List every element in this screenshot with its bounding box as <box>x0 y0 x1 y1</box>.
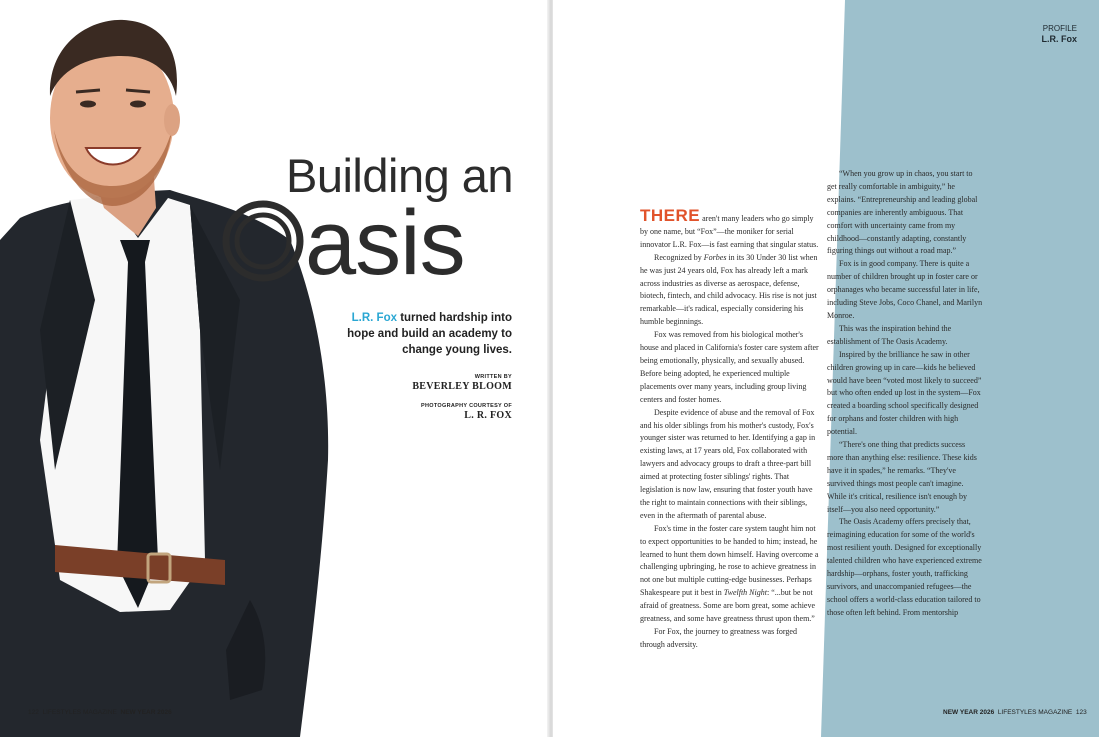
article-paragraph: Inspired by the brilliance he saw in other children growing up in care—kids he believed would have been “voted most likely to succeed” but who often ended up lost in the system—Fox created a boarding school specifically designed for orphans and foster children with high potential. <box>827 349 982 437</box>
dropcap-word: THERE <box>640 206 701 225</box>
right-folio <box>943 709 1087 716</box>
blue-panel <box>553 0 1099 737</box>
photo-credit-label: PHOTOGRAPHY COURTESY OF <box>421 403 512 409</box>
article-paragraph: Fox was removed from his biological mother's house and placed in California's foster care system after being emotionally, physically, and sexually abused. Before being adopted, he experienced multiple placements over many years, including group living centers and foster homes. <box>640 330 819 404</box>
section-label: PROFILE <box>1042 24 1077 33</box>
article-paragraph: Despite evidence of abuse and the removal of Fox and his older siblings from his mother's custody, Fox's younger sister was returned to her. Identifying a gap in existing laws, at 17 years old, Fox collaborated with lawyers and advocacy groups to draft a three-part bill aimed at protecting foster siblings' rights. That legislation is now law, ensuring that foster youth have the right to maintain connections with their siblings, even in the aftermath of parental abuse. <box>640 407 816 520</box>
article-column-1 <box>640 206 822 652</box>
author-name: BEVERLEY BLOOM <box>412 381 512 392</box>
section-subject: L.R. Fox <box>1041 34 1077 44</box>
issue-name: NEW YEAR 2026 <box>943 709 995 716</box>
article-paragraph: Fox's time in the foster care system taught him not to expect opportunities to be handed to him; instead, he learned to hunt them down himself. Having overcome a challenging upbringing, he rose to achieve greatness in not one but multiple cutting-edge businesses. Perhaps Shakespeare put it best in Twelfth Night: “...but be not afraid of greatness. Some are born great, some achieve greatness, and some have greatness thrust upon them.” <box>640 523 819 624</box>
article-paragraph: For Fox, the journey to greatness was forged through adversity. <box>640 627 797 649</box>
article-paragraph: THERE aren't many leaders who go simply by one name, but “Fox”—the moniker for serial innovator L.R. Fox—is fast earning that singular status. <box>640 206 819 249</box>
article-column-2 <box>827 168 983 620</box>
portrait-photo <box>0 0 340 737</box>
headline-line2: asis <box>305 192 465 294</box>
magazine-name: LIFESTYLES MAGAZINE <box>42 709 117 716</box>
written-by-label: WRITTEN BY <box>474 374 512 380</box>
photographer-name: L. R. FOX <box>464 410 512 421</box>
title-o-ring <box>222 200 304 282</box>
article-paragraph: Recognized by Forbes in its 30 Under 30 list when he was just 24 years old, Fox has already left a mark across industries as diverse as aerospace, defense, biotech, fintech, and child advocacy. His rise is not just remarkable—it's radical, especially considering his humble beginnings. <box>640 252 818 327</box>
subhead-text: turned hardship into hope and build an academy to change young lives. <box>347 312 512 356</box>
article-paragraph: Fox is in good company. There is quite a number of children brought up in foster care or orphanages who became successful later in life, including Steve Jobs, Coco Chanel, and Marilyn Monroe. <box>827 259 983 320</box>
headline-line1: Building an <box>286 149 514 202</box>
magazine-name: LIFESTYLES MAGAZINE <box>997 709 1073 716</box>
section-tag <box>1042 24 1078 44</box>
page-number: 123 <box>1075 709 1087 716</box>
right-page <box>553 0 1099 737</box>
issue-name: NEW YEAR 2026 <box>120 709 172 716</box>
left-folio <box>28 709 172 716</box>
article-paragraph: This was the inspiration behind the establishment of The Oasis Academy. <box>827 323 952 346</box>
article-paragraph: The Oasis Academy offers precisely that, reimagining education for some of the world's most resilient youth. Designed for exceptionally talented children who have experienced extreme hardship—orphans, foster youth, trafficking survivors, and unaccompanied refugees—the school offers a world-class education tailored to those often left behind. From mentorship <box>827 517 982 617</box>
page-number: 122 <box>28 709 39 716</box>
subject-name: L.R. Fox <box>351 312 397 324</box>
deck-subhead <box>340 310 512 358</box>
article-paragraph: “When you grow up in chaos, you start to get really comfortable in ambiguity,” he explains. “Entrepreneurship and leading global companies are inherently ambiguous. That comfort with uncertainty came from my childhood—constantly adapting, constantly figuring things out without a road map.” <box>827 169 978 256</box>
article-paragraph: “There's one thing that predicts success more than anything else: resilience. These kids have it in spades,” he remarks. “They've survived things most people can't imagine. While it's critical, resilience isn't enough by itself—you also need opportunity.” <box>827 440 977 514</box>
